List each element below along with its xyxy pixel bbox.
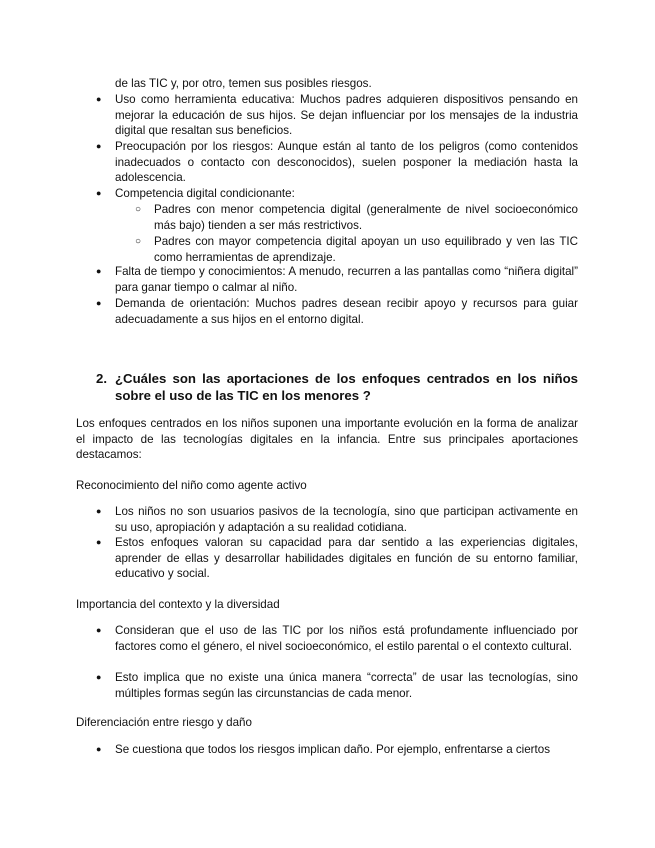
list-item: ● Competencia digital condicionante:: [96, 187, 295, 200]
bullet-icon: ●: [96, 537, 102, 547]
bullet-icon: ●: [96, 141, 102, 151]
section-title: ¿Cuáles son las aportaciones de los enfoques centrados en los niños sobre el uso de las TIC en los menores ?: [115, 371, 578, 403]
subsection-title: Reconocimiento del niño como agente activo: [76, 479, 307, 492]
intro-paragraph: Los enfoques centrados en los niños suponen una importante evolución en la forma de analizar el impacto de las tecnologías digitales en la infancia. Entre sus principales aportaciones destacamos:: [76, 417, 578, 462]
bullet-icon: ●: [96, 625, 102, 635]
list-item: ● Falta de tiempo y conocimientos: A menudo, recurren a las pantallas como “niñera digital” para ganar tiempo o calmar al niño.: [96, 265, 578, 294]
bullet-icon: ●: [96, 266, 102, 276]
bullet-icon: ●: [96, 506, 102, 516]
section-number: 2.: [96, 371, 107, 386]
list-item: ● Los niños no son usuarios pasivos de la tecnología, sino que participan activamente en su uso, apropiación y adaptación a su realidad cotidiana.: [96, 505, 578, 534]
list-item: ● Se cuestiona que todos los riesgos implican daño. Por ejemplo, enfrentarse a ciertos: [96, 743, 551, 756]
list-item: ● Estos enfoques valoran su capacidad para dar sentido a las experiencias digitales, aprender de ellas y desarrollar habilidades digitales en función de su entorno familiar, educativo y social.: [96, 536, 578, 581]
section-heading: [96, 371, 578, 404]
list-item: ● Esto implica que no existe una única manera “correcta” de usar las tecnologías, sino múltiples formas según las circunstancias de cada menor.: [96, 671, 578, 700]
list-item: ● Consideran que el uso de las TIC por los niños está profundamente influenciado por factores como el género, el nivel socioeconómico, el estilo parental o el contexto cultural.: [96, 624, 578, 653]
subsection-title: Importancia del contexto y la diversidad: [76, 598, 280, 611]
bullet-icon: ●: [96, 672, 102, 682]
bullet-icon: ●: [96, 94, 102, 104]
sub-list-item: ○ Padres con menor competencia digital (generalmente de nivel socioeconómico más bajo) tienden a ser más restrictivos.: [135, 203, 578, 232]
bullet-icon: ●: [96, 298, 102, 308]
list-item: ● Demanda de orientación: Muchos padres desean recibir apoyo y recursos para guiar adecuadamente a sus hijos en el entorno digital.: [96, 297, 578, 326]
continuation-text: de las TIC y, por otro, temen sus posibles riesgos.: [115, 77, 372, 90]
sub-list-item: ○ Padres con mayor competencia digital apoyan un uso equilibrado y ven las TIC como herramientas de aprendizaje.: [135, 235, 578, 264]
list-item: ● Preocupación por los riesgos: Aunque están al tanto de los peligros (como contenidos inadecuados o contacto con desconocidos), suelen posponer la mediación hasta la adolescencia.: [96, 140, 578, 185]
circle-bullet-icon: ○: [135, 204, 142, 215]
circle-bullet-icon: ○: [135, 236, 142, 247]
list-item: ● Uso como herramienta educativa: Muchos padres adquieren dispositivos pensando en mejorar la educación de sus hijos. Se dejan influenciar por los mensajes de la industria digital que resaltan sus beneficios.: [96, 93, 578, 138]
bullet-icon: ●: [96, 188, 102, 198]
bullet-icon: ●: [96, 744, 102, 754]
subsection-title: Diferenciación entre riesgo y daño: [76, 716, 252, 729]
